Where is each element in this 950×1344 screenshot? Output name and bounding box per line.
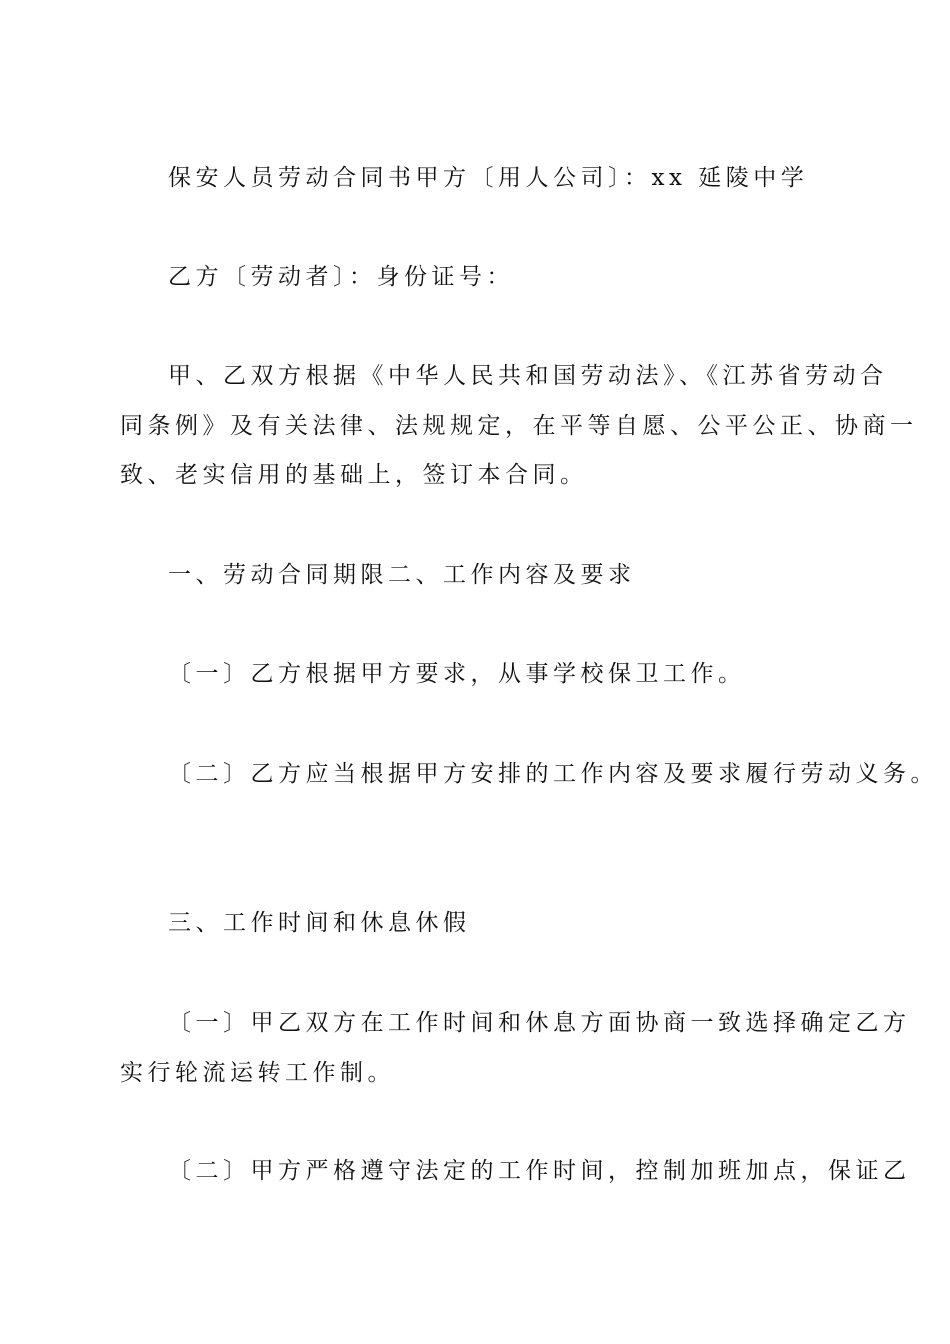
paragraph-line: 甲、乙双方根据《中华人民共和国劳动法》、《江苏省劳动合 xyxy=(168,363,888,389)
title-line: 保安人员劳动合同书甲方〔用人公司〕：xx 延陵中学 xyxy=(168,165,809,191)
party-b-line: 乙方〔劳动者〕：身份证号： xyxy=(168,264,514,290)
clause-line: 〔二〕乙方应当根据甲方安排的工作内容及要求履行劳动义务。 xyxy=(168,761,938,787)
clause-line: 〔二〕甲方严格遵守法定的工作时间，控制加班加点，保证乙 xyxy=(168,1158,911,1184)
clause-line: 〔一〕甲乙双方在工作时间和休息方面协商一致选择确定乙方 xyxy=(168,1010,911,1036)
clause-line: 实行轮流运转工作制。 xyxy=(120,1060,395,1086)
paragraph-line: 同条例》及有关法律、法规规定，在平等自愿、公平公正、协商一 xyxy=(120,413,918,439)
paragraph-line: 致、老实信用的基础上，签订本合同。 xyxy=(120,462,588,488)
section-heading: 一、劳动合同期限二、工作内容及要求 xyxy=(168,562,636,588)
clause-line: 〔一〕乙方根据甲方要求，从事学校保卫工作。 xyxy=(168,661,746,687)
section-heading: 三、工作时间和休息休假 xyxy=(168,910,471,936)
